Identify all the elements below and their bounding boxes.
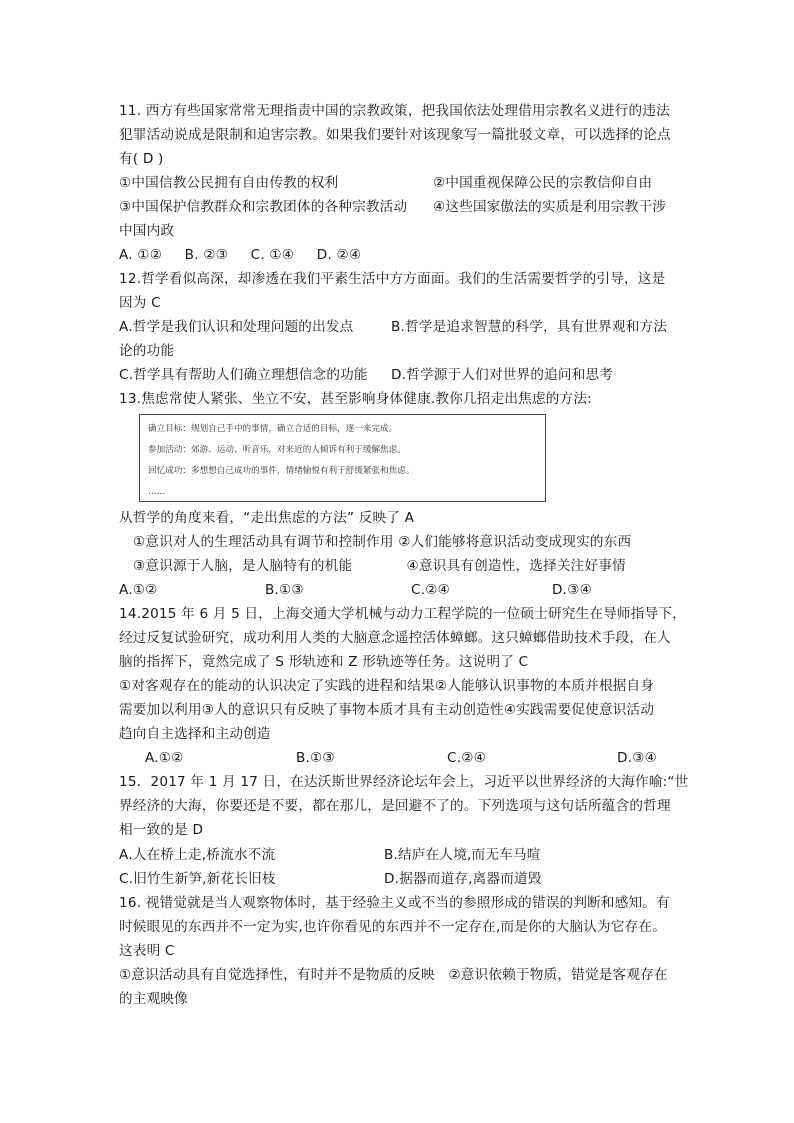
q13-choice-d: D.③④ [552, 582, 592, 598]
q14-options-line-2: 需要加以利用③人的意识只有反映了事物本质才具有主动创造性④实践需要促使意识活动 [119, 702, 655, 718]
q13-material-box [139, 414, 546, 502]
q13-options-row-1: ①意识对人的生理活动具有调节和控制作用 ②人们能够将意识活动变成现实的东西 [133, 534, 632, 550]
q11-stem-line-1: 11. 西方有些国家常常无理指责中国的宗教政策，把我国依法处理借用宗教名义进行的违法 [119, 103, 670, 119]
q16-stem-line-1: 16. 视错觉就是当人观察物体时，基于经验主义或不当的参照形成的错误的判断和感知。有 [119, 895, 670, 911]
q15-option-a: A.人在桥上走,桥流水不流 [119, 847, 276, 863]
q13-choice-b: B.①③ [265, 582, 304, 598]
q14-options-line-1: ①对客观存在的能动的认识决定了实践的进程和结果②人能够认识事物的本质并根据自身 [119, 678, 655, 694]
q12-option-b-cont: 论的功能 [119, 343, 175, 359]
q15-option-c: C.旧竹生新笋,新花长旧枝 [119, 871, 276, 887]
q12-option-c: C.哲学具有帮助人们确立理想信念的功能 [119, 367, 368, 383]
q14-choice-a: A.①② [145, 750, 184, 766]
q11-option-2: ②中国重视保障公民的宗教信仰自由 [433, 175, 653, 191]
q12-option-d: D.哲学源于人们对世界的追问和思考 [391, 367, 614, 383]
q13-choice-a: A.①② [119, 582, 158, 598]
q13-box-line-2: 参加活动：郊游、运动、听音乐，对来近的人倾诉有利于缓解焦虑。 [148, 445, 406, 455]
q14-stem-line-2: 经过反复试验研究，成功利用人类的大脑意念遥控活体蟑螂。这只蟑螂借助技术手段，在人 [119, 630, 671, 646]
q11-option-4-cont: 中国内政 [119, 223, 175, 239]
q16-options-line-1: ①意识活动具有自觉选择性，有时并不是物质的反映 ②意识依赖于物质，错觉是客观存在 [119, 967, 668, 983]
q13-stem-line-1: 13.焦虑常使人紧张、坐立不安，甚至影响身体健康.教你几招走出焦虑的方法: [119, 391, 592, 407]
q12-stem-line-1: 12.哲学看似高深，却渗透在我们平素生活中方方面面。我们的生活需要哲学的引导，这是 [119, 271, 666, 287]
q13-box-line-1: 确立目标：规划自己手中的事情，确立合适的目标，逐一来完成。 [148, 424, 398, 434]
q11-stem-line-3: 有( D ) [119, 151, 164, 167]
q11-choices: A. ①② B. ②③ C. ①④ D. ②④ [119, 247, 362, 263]
q14-choice-d: D.③④ [617, 750, 657, 766]
q14-choice-c: C.②④ [447, 750, 486, 766]
q16-options-line-2: 的主观映像 [119, 991, 188, 1007]
q12-option-b: B.哲学是追求智慧的科学，具有世界观和方法 [391, 319, 668, 335]
q16-stem-line-2: 时候眼见的东西并不一定为实,也许你看见的东西并不一定存在,而是你的大脑认为它存在。 [119, 919, 666, 935]
q15-stem-line-2: 界经济的大海，你要还是不要，都在那儿，是回避不了的。下列选项与这句话所蕴含的哲理 [119, 798, 671, 814]
q15-stem-line-1: 15．2017 年 1 月 17 日，在达沃斯世界经济论坛年会上，习近平以世界经济的大海作喻:“世 [119, 774, 689, 790]
q15-stem-line-3: 相一致的是 D [119, 822, 204, 838]
q16-stem-line-3: 这表明 C [119, 943, 175, 959]
q13-options-row-2: ③意识源于人脑，是人脑特有的机能 ④意识具有创造性，选择关注好事情 [133, 558, 626, 574]
q11-option-1: ①中国信教公民拥有自由传教的权利 [119, 175, 339, 191]
q14-choice-b: B.①③ [296, 750, 335, 766]
q15-option-b: B.结庐在人境,而无车马喧 [384, 847, 541, 863]
q13-choice-c: C.②④ [411, 582, 450, 598]
q14-options-line-3: 趋向自主选择和主动创造 [119, 726, 271, 742]
q13-stem-line-2: 从哲学的角度来看，“走出焦虑的方法” 反映了 A [119, 510, 415, 526]
q13-box-line-4: …… [148, 487, 166, 497]
q11-stem-line-2: 犯罪活动说成是限制和迫害宗教。如果我们要针对该现象写一篇批驳文章，可以选择的论点 [119, 127, 671, 143]
q15-option-d: D.据器而道存,离器而道毁 [384, 871, 542, 887]
q12-stem-line-2: 因为 C [119, 295, 161, 311]
q12-option-a: A.哲学是我们认识和处理问题的出发点 [119, 319, 354, 335]
q11-option-4: ④这些国家傲法的实质是利用宗教干涉 [433, 199, 667, 215]
q13-box-line-3: 回忆成功：多想想自己成功的事件，情绪愉悦有利于舒缓紧张和焦虑。 [148, 466, 415, 476]
q11-option-3: ③中国保护信教群众和宗教团体的各种宗教活动 [119, 199, 408, 215]
q14-stem-line-1: 14.2015 年 6 月 5 日，上海交通大学机械与动力工程学院的一位硕士研究生在导师指导下， [119, 606, 686, 622]
q14-stem-line-3: 脑的指挥下，竟然完成了 S 形轨迹和 Z 形轨迹等任务。这说明了 C [119, 654, 529, 670]
